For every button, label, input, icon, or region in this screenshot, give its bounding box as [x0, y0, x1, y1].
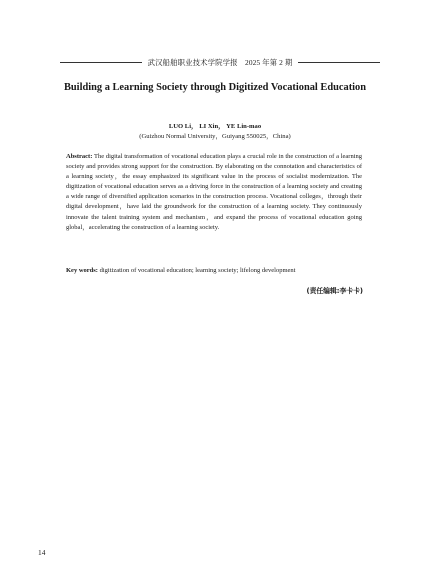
keywords-label: Key words:: [66, 267, 98, 274]
keywords-text: digitization of vocational education; learning society; lifelong development: [99, 267, 296, 274]
running-header: [60, 55, 380, 69]
editor-note: (责任编辑:李卡卡): [306, 287, 363, 295]
page-number: 14: [38, 548, 46, 557]
abstract-label: Abstract:: [66, 153, 93, 160]
journal-header: 武汉船舶职业技术学院学报 2025 年第 2 期: [147, 57, 293, 67]
article-title: Building a Learning Society through Digitized Vocational Education: [63, 82, 367, 93]
header-rule-left: [60, 62, 142, 63]
header-rule-right: [298, 62, 380, 63]
article-authors: LUO Li， LI Xin， YE Lin-mao: [168, 123, 262, 130]
abstract: [66, 152, 362, 233]
keywords: [66, 266, 362, 276]
abstract-text: The digital transformation of vocational education plays a crucial role in the construction of a learning society and provides strong support for the construction. By elaborating on the connotation and characteristics of a learning society，the essay emphasized its significant value in the process of socialist modernization. The digitization of vocational education serves as a driving force in the construction of a learning society and creating a wide range of diversified application scenarios in the construction process. Vocational colleges，through their digital development，have laid the groundwork for the construction of a learning society. They continuously innovate the talent training system and mechanism，and expand the process of vocational education going global，accelerating the construction of a learning society.: [66, 153, 362, 231]
article-affiliation: (Guizhou Normal University，Guiyang 550025，China): [139, 133, 291, 140]
